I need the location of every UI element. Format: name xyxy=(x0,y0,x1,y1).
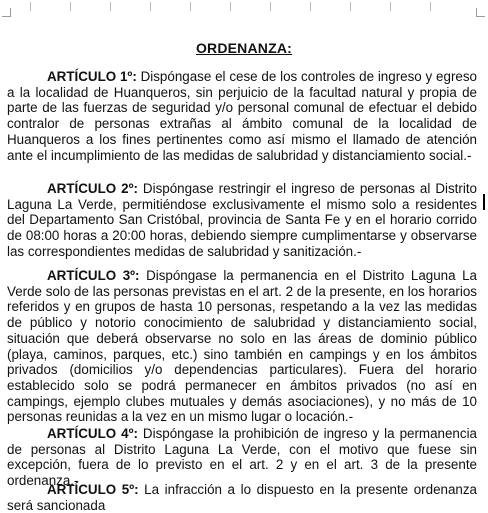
ruler-tick xyxy=(70,2,71,11)
article-label: ARTÍCULO 1º: xyxy=(47,69,137,84)
article-text: Dispóngase el cese de los controles de ingreso y egreso a la localidad de Huanqueros, sin perjuicio de la facultad natural y propia de parte de las fuerzas de seguridad y/o personal comunal de efectuar el debido contralor de personas extrañas al ámbito comunal de la localidad de Huanqueros a los fines pertinentes como así mismo el llamado de atención ante el incumplimiento de las medidas de salubridad y distanciamiento social.- xyxy=(7,69,477,163)
ruler-tick xyxy=(310,2,311,11)
article-text: Dispóngase la prohibición de ingreso y la permanencia de personas al Distrito Laguna La Verde, con el motivo que fuese sin excepción, fuera de lo previsto en el art. 2 y en el art. 3 de la presente ordenanza.- xyxy=(7,426,477,489)
article-label: ARTÍCULO 3º: xyxy=(47,268,140,283)
article-label: ARTÍCULO 4º: xyxy=(47,426,138,441)
ruler-tick xyxy=(390,2,391,11)
ruler-tick xyxy=(150,2,151,11)
ruler-tick xyxy=(30,2,31,11)
right-margin-corner xyxy=(476,8,485,17)
ruler-tick xyxy=(430,2,431,11)
article-text: Dispóngase la permanencia en el Distrito Laguna La Verde solo de las personas previstas en el art. 2 de la presente, en los horarios referidos y en grupos de hasta 10 personas, respetando a la vez las medidas de público y notorio conocimiento de salubridad y distanciamiento social, situación que deberá observarse no solo en las áreas de dominio público (playa, caminos, parques, etc.) sino también en campings y en los ámbitos privados (domicilios y/o dependencias particulares). Fuera del horario establecido solo se podrá permanecer en ámbitos privados (no así en campings, ejemplo clubes mutuales y demás asociaciones), y no más de 10 personas reunidas a la vez en un mismo lugar o locación.- xyxy=(7,268,477,425)
article-label: ARTÍCULO 5º: xyxy=(47,482,139,497)
ruler-tick xyxy=(230,2,231,11)
article-text: Dispóngase restringir el ingreso de personas al Distrito Laguna La Verde, permitiéndose exclusivamente el mismo solo a residentes del Departamento San Cristóbal, provincia de Santa Fe y en el horario corrido de 08:00 horas a 20:00 horas, debiendo siempre cumplimentarse y observarse las correspondientes medidas de salubridad y sanitización.- xyxy=(7,181,477,259)
ruler-tick xyxy=(270,2,271,11)
left-margin-corner xyxy=(2,8,11,17)
article-3[interactable] xyxy=(7,268,477,425)
article-5[interactable] xyxy=(7,482,477,513)
article-label: ARTÍCULO 2º: xyxy=(47,181,138,196)
ruler-tick xyxy=(190,2,191,11)
page-margin-marks xyxy=(0,0,488,18)
article-4[interactable] xyxy=(7,426,477,489)
ruler-tick xyxy=(110,2,111,11)
article-2[interactable] xyxy=(7,181,477,260)
text-cursor xyxy=(483,194,485,210)
article-text: La infracción a lo dispuesto en la presente ordenanza será sancionada xyxy=(7,482,478,513)
document-title: ORDENANZA: xyxy=(195,40,293,56)
article-1[interactable] xyxy=(7,69,477,163)
ruler-tick xyxy=(350,2,351,11)
